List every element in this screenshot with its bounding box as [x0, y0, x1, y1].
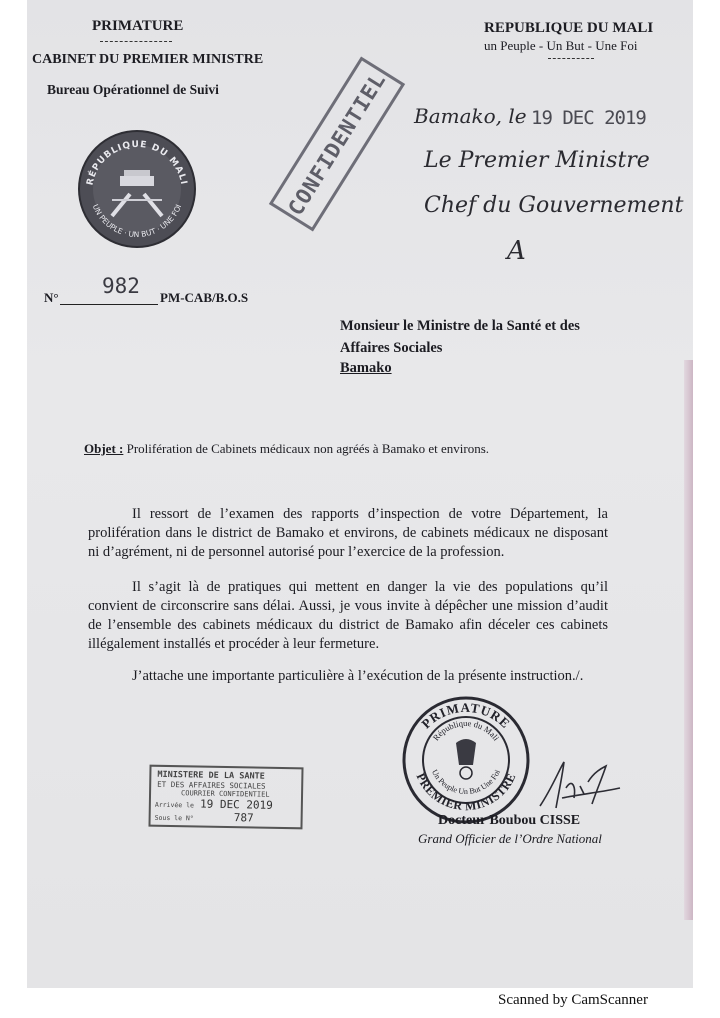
emblem-top-text: RÉPUBLIQUE DU MALI	[85, 139, 189, 187]
date-stamp: 19 DEC 2019	[531, 107, 646, 129]
header-cabinet: CABINET DU PREMIER MINISTRE	[32, 52, 264, 67]
header-primature: PRIMATURE	[92, 18, 184, 34]
seal-bottom-text: PREMIER MINISTRE	[413, 770, 519, 814]
paper-edge	[684, 360, 693, 920]
seal-inner-text: République du Mali	[430, 717, 502, 743]
subject-label: Objet :	[84, 441, 124, 456]
confidential-stamp-text: CONFIDENTIEL	[283, 68, 391, 220]
reception-numero-value: 787	[233, 811, 254, 825]
subject-text: Prolifération de Cabinets médicaux non agréés à Bamako et environs.	[126, 441, 490, 456]
sender-title: Le Premier Ministre	[424, 148, 650, 173]
ref-underline	[60, 304, 158, 305]
recipient-line1: Monsieur le Ministre de la Santé et des	[340, 318, 580, 334]
scanner-watermark: Scanned by CamScanner	[498, 992, 648, 1008]
ref-prefix: N°	[44, 290, 59, 305]
recipient-line3: Bamako	[340, 360, 392, 376]
subject-line	[84, 441, 489, 457]
reception-stamp	[148, 765, 303, 830]
sender-subtitle: Chef du Gouvernement	[424, 193, 684, 218]
reception-numero-label: Sous le N°	[154, 813, 194, 823]
paragraph-3: J’attache une importante particulière à l’exécution de la présente instruction./.	[132, 668, 584, 684]
mali-emblem	[72, 124, 202, 254]
emblem-bottom-text: UN PEUPLE · UN BUT · UNE FOI	[90, 202, 184, 240]
reception-line2: ET DES AFFAIRES SOCIALES	[157, 779, 266, 791]
signatory-name: Docteur Boubou CISSE	[438, 813, 581, 828]
reception-line3: COURRIER CONFIDENTIEL	[180, 789, 270, 799]
primature-seal	[401, 695, 531, 825]
signatory-title: Grand Officier de l’Ordre National	[418, 831, 602, 846]
reception-arrivee-value: 19 DEC 2019	[199, 797, 273, 812]
header-divider	[100, 41, 172, 42]
reception-arrivee-label: Arrivée le	[154, 800, 195, 810]
seal-top-text: PRIMATURE	[418, 699, 514, 732]
header-republique: REPUBLIQUE DU MALI	[484, 20, 654, 36]
seal-motto-text: Un Peuple Un But Une Foi	[429, 768, 503, 797]
header-motto: un Peuple - Un But - Une Foi	[484, 38, 638, 53]
signature-scribble	[532, 758, 622, 818]
recipient-line2: Affaires Sociales	[340, 340, 443, 356]
paragraph-1: Il ressort de l’examen des rapports d’inspection de votre Département, la prolifération dans le district de Bamako et environs, de cabinets médicaux ne disposant ni d’agrément, ni de personnel autorisé pour l’exercice de la profession.	[88, 506, 608, 560]
reception-line1: MINISTERE DE LA SANTE	[157, 769, 265, 782]
ref-number: 982	[102, 274, 140, 298]
paragraph-2: Il s’agit là de pratiques qui mettent en danger la vie des populations qu’il convient de circonscrire sans délai. Aussi, je vous invite à dépêcher une mission d’audit de l’ensemble des cabinets médicaux du district de Bamako afin déceler ces cabinets illégalement installés et procéder à leur fermeture.	[88, 579, 608, 652]
header-bureau: Bureau Opérationnel de Suivi	[47, 82, 219, 97]
sender-to: A	[507, 236, 526, 266]
date-prefix: Bamako, le	[414, 104, 527, 128]
motto-divider	[548, 58, 594, 59]
ref-suffix: PM-CAB/B.O.S	[160, 290, 249, 305]
